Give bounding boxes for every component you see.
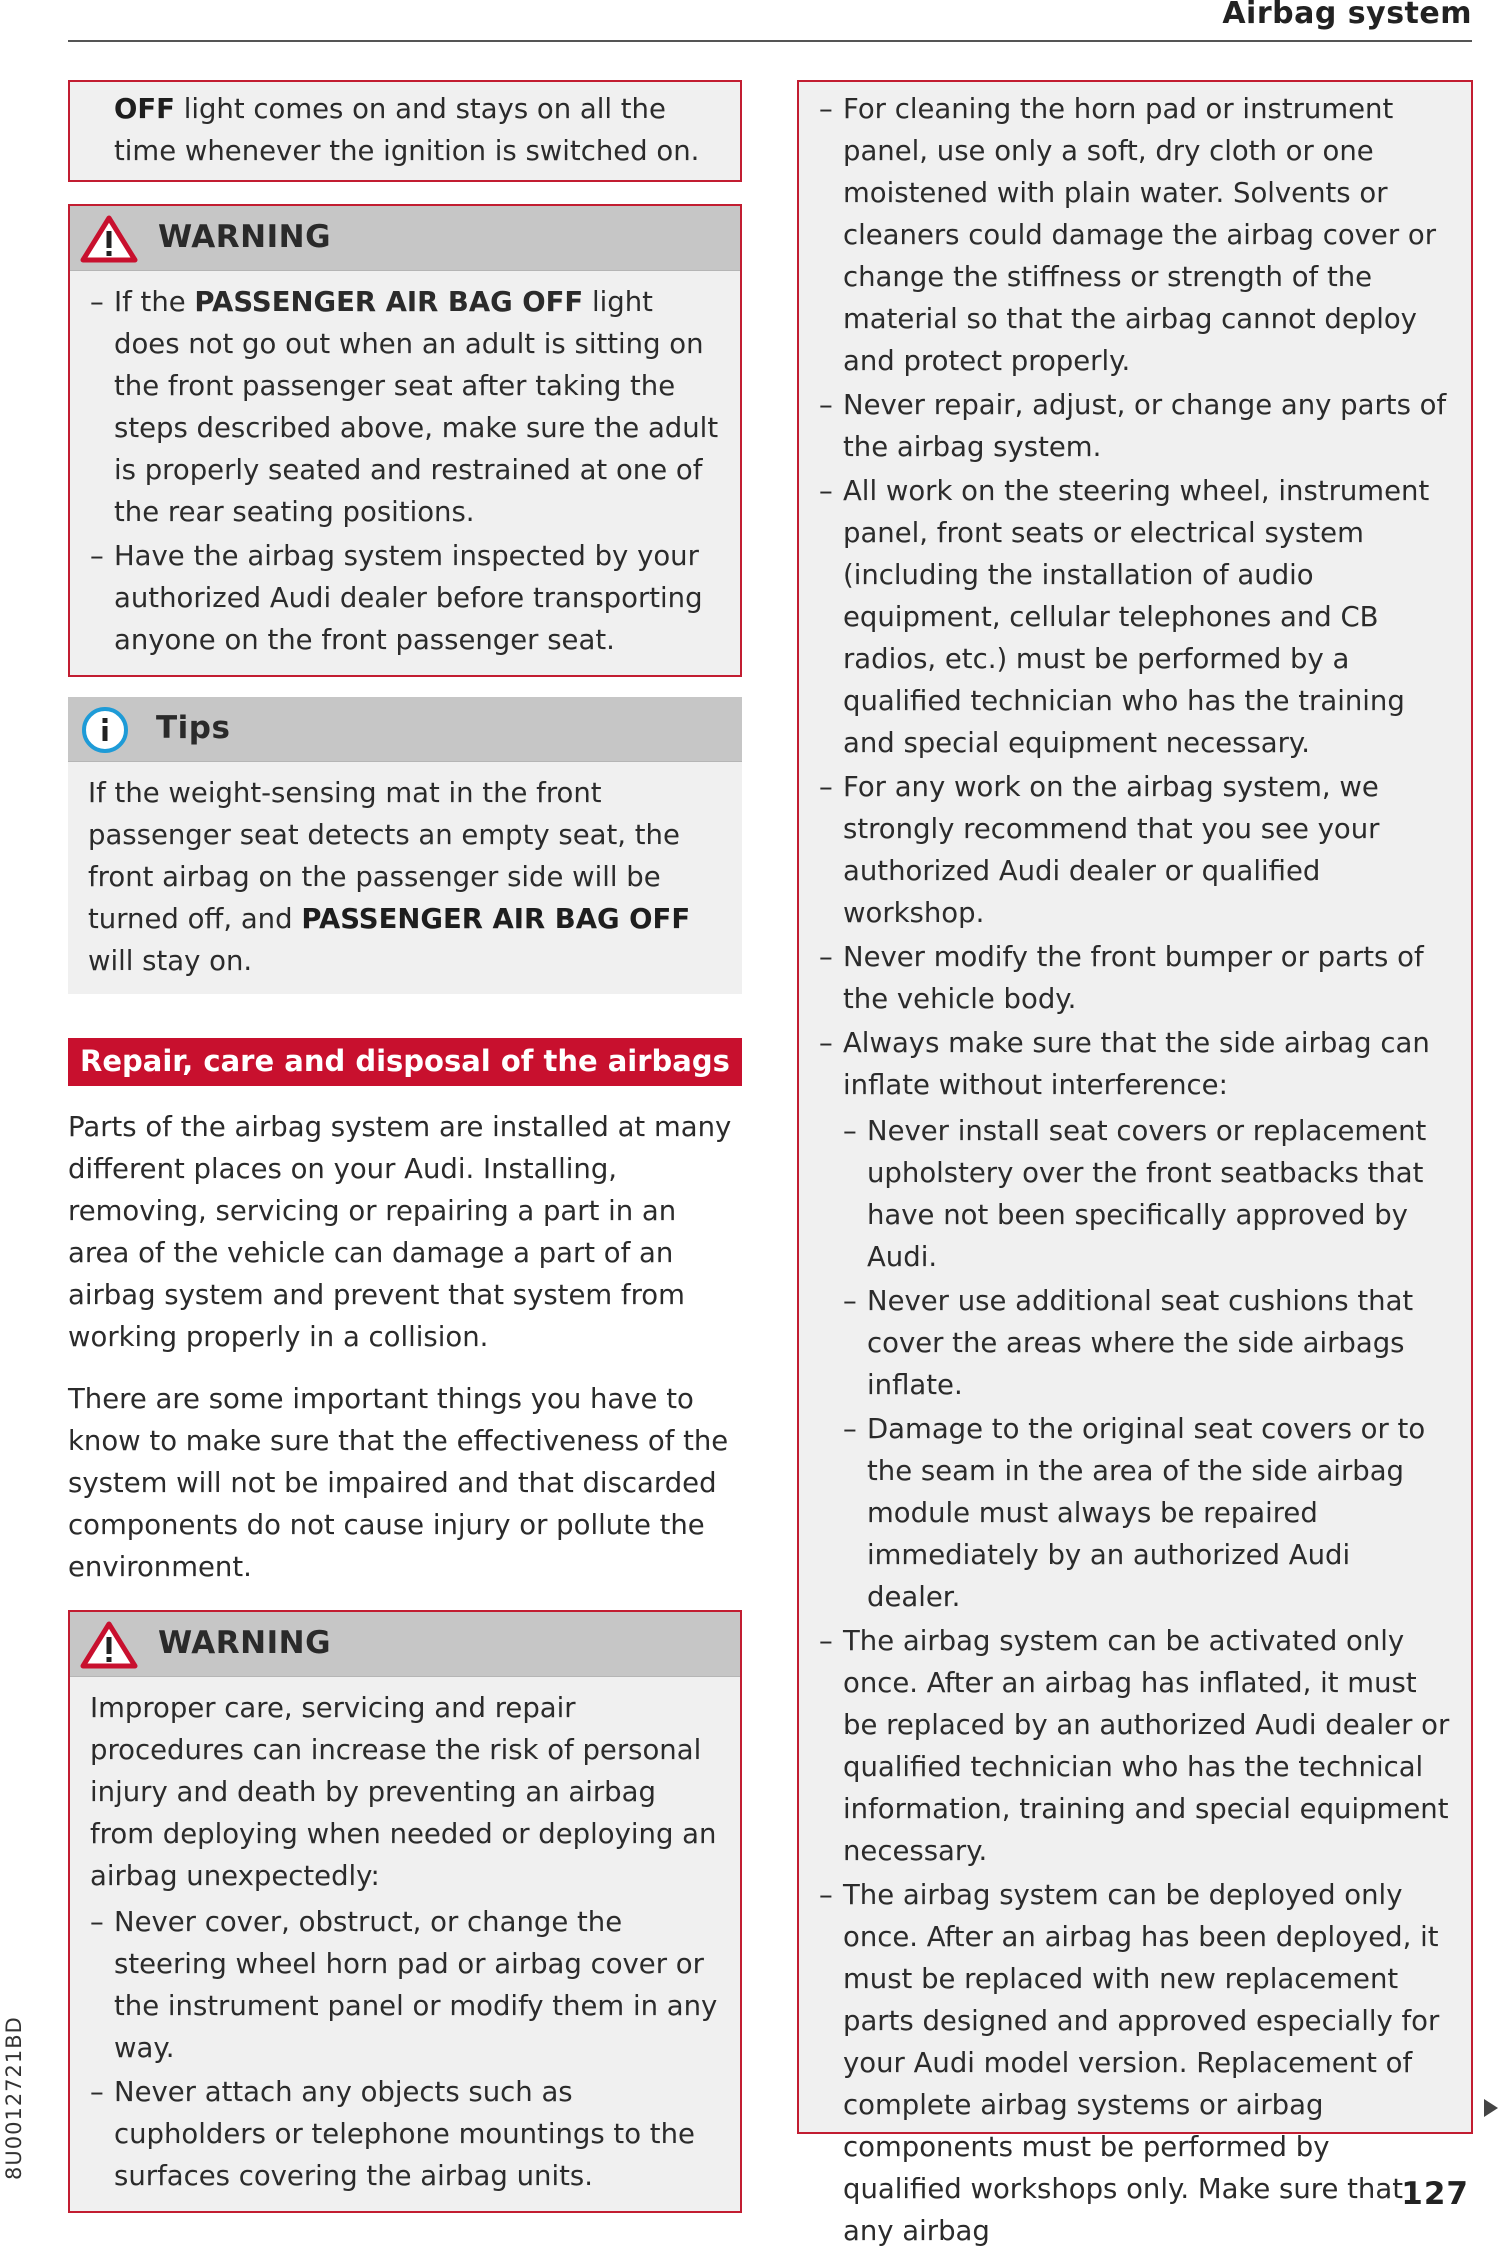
- paragraph-2: There are some important things you have to know to make sure that the effectiveness of the system will not be impaired and that discarded components do not cause injury or pollute the environment.: [68, 1383, 729, 1583]
- warning-list: [90, 1901, 720, 2197]
- continued-text: OFF light comes on and stays on all the time whenever the ignition is switched on.: [114, 93, 700, 167]
- tips-header: [68, 697, 742, 762]
- tips-text: If the weight-sensing mat in the front passenger seat detects an empty seat, the front airbag on the passenger side will be turned off, and PASSENGER AIR BAG OFF will stay on.: [88, 777, 691, 977]
- right-list: [819, 88, 1451, 2252]
- continue-arrow-icon: [1483, 2098, 1499, 2118]
- warning-box-1: [68, 204, 742, 677]
- list-item: – For any work on the airbag system, we strongly recommend that you see your authorized Audi dealer or qualified workshop.: [819, 766, 1451, 934]
- list-item: – Never repair, adjust, or change any parts of the airbag system.: [819, 384, 1451, 468]
- info-icon: [78, 705, 132, 755]
- warning-triangle-icon: [80, 1620, 138, 1670]
- continued-notice-box: [68, 80, 742, 182]
- sub-list: [843, 1110, 1451, 1618]
- tips-label: Tips: [156, 710, 231, 746]
- section-heading: Repair, care and disposal of the airbags: [80, 1044, 730, 1078]
- list-item: – The airbag system can be deployed only once. After an airbag has been deployed, it must be replaced with new replacement parts designed and approved especially for your Audi model version. Replacement of complete airbag systems or airbag components must be performed by qualified workshops only. Make sure that any airbag: [819, 1874, 1451, 2252]
- page-header: [68, 0, 1472, 42]
- left-column: [68, 80, 742, 2213]
- list-item: – If the PASSENGER AIR BAG OFF light does not go out when an adult is sitting on the front passenger seat after taking the steps described above, make sure the adult is properly seated and restrained at one of the rear seating positions.: [90, 281, 720, 533]
- warning-label: WARNING: [158, 219, 332, 255]
- warning-box-2: [68, 1610, 742, 2213]
- warning-body: [70, 1677, 740, 2211]
- list-item: – Always make sure that the side airbag can inflate without interference: – Never install seat covers or replacement upholstery over the front seatbacks that have not been specifically approved by Audi. – Never use additional seat cushions that cover the areas where the side airbags inflate. – Damage to the original seat covers or to the seam in the area of the side airbag module must always be repaired immediately by an authorized Audi dealer.: [819, 1022, 1451, 1618]
- list-item: – The airbag system can be activated only once. After an airbag has inflated, it must be replaced by an authorized Audi dealer or qualified technician who has the technical information, training and special equipment necessary.: [819, 1620, 1451, 1872]
- warning-header: [70, 206, 740, 271]
- list-item: – Have the airbag system inspected by your authorized Audi dealer before transporting anyone on the front passenger seat.: [90, 535, 720, 661]
- document-code: 8U0012721BD: [2, 2016, 26, 2180]
- sub-list-item: – Never use additional seat cushions that cover the areas where the side airbags inflate.: [843, 1280, 1451, 1406]
- warning-triangle-icon: [80, 214, 138, 264]
- tips-box: [68, 697, 742, 994]
- sub-list-item: – Never install seat covers or replacement upholstery over the front seatbacks that have not been specifically approved by Audi.: [843, 1110, 1451, 1278]
- list-item: – For cleaning the horn pad or instrument panel, use only a soft, dry cloth or one moistened with plain water. Solvents or cleaners could damage the airbag cover or change the stiffness or strength of the material so that the airbag cannot deploy and protect properly.: [819, 88, 1451, 382]
- tips-body: [68, 762, 742, 994]
- list-item: – Never cover, obstruct, or change the steering wheel horn pad or airbag cover or the instrument panel or modify them in any way.: [90, 1901, 720, 2069]
- page-number: 127: [1401, 2176, 1469, 2212]
- paragraph-1: Parts of the airbag system are installed at many different places on your Audi. Installing, removing, servicing or repairing a part in an area of the vehicle can damage a part of an airbag system and prevent that system from working properly in a collision.: [68, 1111, 732, 1353]
- section-heading-bar: [68, 1038, 742, 1086]
- sub-list-item: – Damage to the original seat covers or to the seam in the area of the side airbag module must always be repaired immediately by an authorized Audi dealer.: [843, 1408, 1451, 1618]
- warning-header: [70, 1612, 740, 1677]
- warning-label: WARNING: [158, 1625, 332, 1661]
- warning-list: [90, 281, 720, 661]
- list-item: – Never attach any objects such as cupholders or telephone mountings to the surfaces covering the airbag units.: [90, 2071, 720, 2197]
- warning-intro: Improper care, servicing and repair procedures can increase the risk of personal injury and death by preventing an airbag from deploying when needed or deploying an airbag unexpectedly:: [90, 1692, 717, 1892]
- list-item: – All work on the steering wheel, instrument panel, front seats or electrical system (including the installation of audio equipment, cellular telephones and CB radios, etc.) must be performed by a qualified technician who has the training and special equipment necessary.: [819, 470, 1451, 764]
- section-title: Airbag system: [1222, 0, 1472, 31]
- warning-body: [70, 271, 740, 675]
- list-item: – Never modify the front bumper or parts of the vehicle body.: [819, 936, 1451, 1020]
